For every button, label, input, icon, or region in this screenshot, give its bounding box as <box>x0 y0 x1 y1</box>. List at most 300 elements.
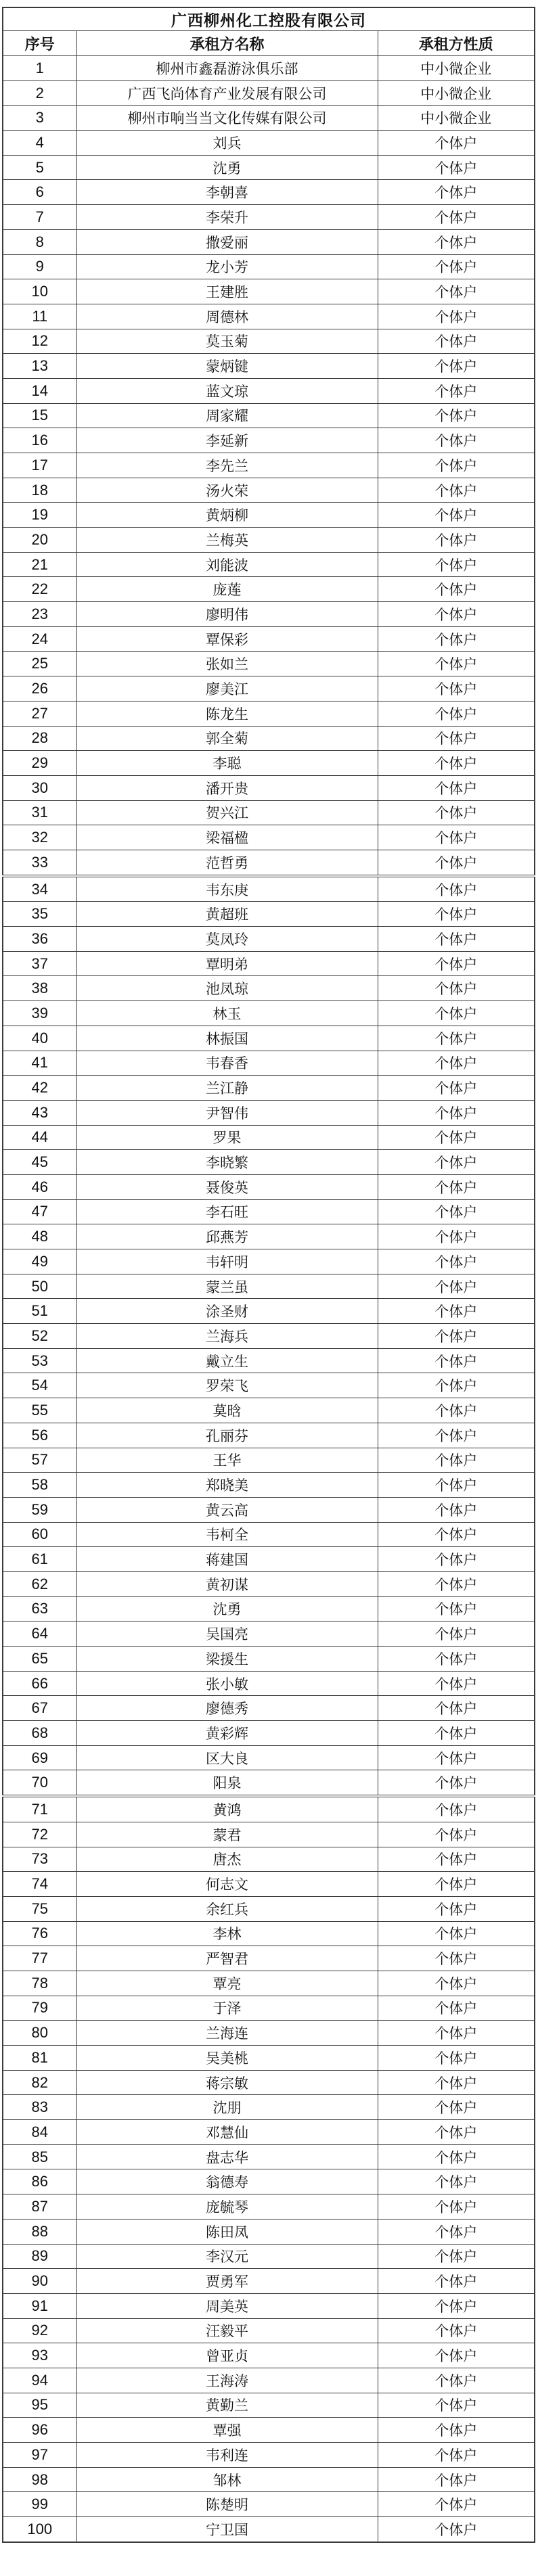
table-row <box>3 2517 535 2542</box>
cell-lessee-nature: 个体户 <box>378 1921 535 1946</box>
cell-serial: 61 <box>3 1547 76 1572</box>
table-row <box>3 1324 535 1349</box>
table-row <box>3 56 535 81</box>
cell-lessee-nature: 个体户 <box>378 1100 535 1125</box>
cell-lessee-name: 蒙君 <box>76 1822 378 1847</box>
cell-serial: 93 <box>3 2343 76 2368</box>
cell-lessee-name: 覃亮 <box>76 1971 378 1996</box>
cell-lessee-name: 覃保彩 <box>76 626 378 651</box>
cell-serial: 9 <box>3 254 76 279</box>
table-row <box>3 1721 535 1746</box>
cell-serial: 80 <box>3 2021 76 2046</box>
table-row <box>3 528 535 553</box>
table-row <box>3 428 535 453</box>
cell-lessee-nature: 个体户 <box>378 2443 535 2468</box>
cell-serial: 72 <box>3 1822 76 1847</box>
cell-lessee-nature: 个体户 <box>378 2269 535 2294</box>
cell-serial: 89 <box>3 2244 76 2269</box>
cell-lessee-nature: 个体户 <box>378 1348 535 1373</box>
cell-lessee-name: 黄鸿 <box>76 1796 378 1822</box>
cell-serial: 70 <box>3 1770 76 1796</box>
lessee-table <box>2 7 535 2543</box>
table-row <box>3 2169 535 2194</box>
table-row <box>3 552 535 577</box>
cell-serial: 18 <box>3 478 76 503</box>
table-row <box>3 1745 535 1770</box>
cell-lessee-nature: 个体户 <box>378 850 535 876</box>
table-row <box>3 1971 535 1996</box>
cell-lessee-nature: 个体户 <box>378 651 535 676</box>
cell-lessee-name: 蒙炳键 <box>76 354 378 379</box>
table-row <box>3 825 535 850</box>
cell-lessee-name: 林振国 <box>76 1026 378 1051</box>
table-row <box>3 503 535 528</box>
cell-lessee-nature: 个体户 <box>378 1324 535 1349</box>
cell-serial: 67 <box>3 1696 76 1721</box>
cell-lessee-nature: 个体户 <box>378 2046 535 2071</box>
cell-lessee-nature: 个体户 <box>378 1996 535 2021</box>
table-row <box>3 751 535 776</box>
cell-lessee-name: 梁福楹 <box>76 825 378 850</box>
cell-lessee-nature: 个体户 <box>378 825 535 850</box>
cell-lessee-name: 聂俊英 <box>76 1174 378 1199</box>
table-row <box>3 1622 535 1647</box>
cell-lessee-name: 廖美江 <box>76 676 378 702</box>
table-row <box>3 2393 535 2418</box>
cell-lessee-nature: 个体户 <box>378 2169 535 2194</box>
cell-lessee-nature: 个体户 <box>378 2467 535 2492</box>
cell-lessee-name: 李石旺 <box>76 1199 378 1224</box>
cell-lessee-name: 蒋建国 <box>76 1547 378 1572</box>
table-row <box>3 1398 535 1423</box>
cell-lessee-name: 韦春香 <box>76 1051 378 1076</box>
cell-lessee-name: 韦轩明 <box>76 1249 378 1274</box>
cell-serial: 82 <box>3 2070 76 2095</box>
cell-lessee-nature: 个体户 <box>378 1522 535 1547</box>
cell-serial: 17 <box>3 453 76 478</box>
table-row <box>3 1174 535 1199</box>
cell-lessee-name: 韦柯全 <box>76 1522 378 1547</box>
cell-lessee-nature: 个体户 <box>378 1622 535 1647</box>
cell-serial: 10 <box>3 279 76 304</box>
cell-serial: 85 <box>3 2144 76 2169</box>
cell-serial: 51 <box>3 1299 76 1324</box>
cell-serial: 65 <box>3 1647 76 1672</box>
cell-lessee-name: 莫凤玲 <box>76 927 378 952</box>
table-row <box>3 2244 535 2269</box>
table-row <box>3 1076 535 1101</box>
cell-serial: 95 <box>3 2393 76 2418</box>
cell-lessee-nature: 中小微企业 <box>378 80 535 106</box>
table-row <box>3 1822 535 1847</box>
table-row <box>3 1373 535 1398</box>
cell-serial: 11 <box>3 304 76 329</box>
table-row <box>3 626 535 651</box>
cell-lessee-name: 王华 <box>76 1448 378 1473</box>
cell-serial: 12 <box>3 329 76 354</box>
cell-serial: 77 <box>3 1946 76 1971</box>
cell-serial: 74 <box>3 1872 76 1897</box>
cell-lessee-nature: 个体户 <box>378 1796 535 1822</box>
cell-lessee-nature: 个体户 <box>378 726 535 751</box>
cell-lessee-nature: 中小微企业 <box>378 56 535 81</box>
cell-lessee-name: 王海涛 <box>76 2368 378 2393</box>
table-row <box>3 279 535 304</box>
table-row <box>3 1770 535 1796</box>
cell-serial: 58 <box>3 1473 76 1498</box>
cell-serial: 32 <box>3 825 76 850</box>
table-row <box>3 80 535 106</box>
cell-serial: 86 <box>3 2169 76 2194</box>
cell-serial: 76 <box>3 1921 76 1946</box>
cell-serial: 59 <box>3 1497 76 1522</box>
cell-lessee-nature: 个体户 <box>378 1398 535 1423</box>
cell-lessee-name: 李聪 <box>76 751 378 776</box>
table-row <box>3 1125 535 1150</box>
cell-lessee-name: 蒋宗敏 <box>76 2070 378 2095</box>
table-row <box>3 1547 535 1572</box>
cell-lessee-nature: 个体户 <box>378 180 535 205</box>
cell-serial: 14 <box>3 378 76 403</box>
cell-lessee-name: 陈龙生 <box>76 701 378 726</box>
cell-lessee-name: 张小敏 <box>76 1671 378 1696</box>
cell-lessee-nature: 个体户 <box>378 701 535 726</box>
cell-lessee-name: 兰海兵 <box>76 1324 378 1349</box>
cell-serial: 87 <box>3 2194 76 2220</box>
table-row <box>3 1497 535 1522</box>
cell-lessee-nature: 个体户 <box>378 1199 535 1224</box>
cell-serial: 33 <box>3 850 76 876</box>
cell-serial: 45 <box>3 1150 76 1175</box>
cell-serial: 63 <box>3 1596 76 1622</box>
cell-lessee-name: 罗果 <box>76 1125 378 1150</box>
cell-lessee-name: 黄彩辉 <box>76 1721 378 1746</box>
table-row <box>3 1274 535 1299</box>
cell-lessee-name: 黄炳柳 <box>76 503 378 528</box>
table-row <box>3 800 535 825</box>
cell-serial: 57 <box>3 1448 76 1473</box>
cell-lessee-name: 覃强 <box>76 2418 378 2443</box>
table-row <box>3 1696 535 1721</box>
table-body <box>3 56 535 2542</box>
cell-lessee-name: 陈楚明 <box>76 2492 378 2517</box>
cell-serial: 83 <box>3 2095 76 2120</box>
table-row <box>3 951 535 976</box>
cell-lessee-name: 尹智伟 <box>76 1100 378 1125</box>
table-row <box>3 1596 535 1622</box>
table-row <box>3 1896 535 1921</box>
cell-serial: 38 <box>3 976 76 1001</box>
table-row <box>3 651 535 676</box>
table-head <box>3 7 535 56</box>
cell-lessee-nature: 个体户 <box>378 329 535 354</box>
table-row <box>3 1522 535 1547</box>
cell-lessee-nature: 个体户 <box>378 304 535 329</box>
cell-lessee-name: 李延新 <box>76 428 378 453</box>
table-row <box>3 1026 535 1051</box>
cell-lessee-name: 李先兰 <box>76 453 378 478</box>
cell-serial: 71 <box>3 1796 76 1822</box>
cell-serial: 48 <box>3 1224 76 1249</box>
cell-lessee-name: 郭全菊 <box>76 726 378 751</box>
cell-lessee-nature: 个体户 <box>378 205 535 230</box>
table-row <box>3 2343 535 2368</box>
cell-serial: 53 <box>3 1348 76 1373</box>
cell-serial: 73 <box>3 1847 76 1872</box>
cell-lessee-name: 唐杰 <box>76 1847 378 1872</box>
cell-lessee-name: 宁卫国 <box>76 2517 378 2542</box>
cell-lessee-nature: 个体户 <box>378 1971 535 1996</box>
cell-serial: 28 <box>3 726 76 751</box>
cell-lessee-name: 莫晗 <box>76 1398 378 1423</box>
cell-serial: 7 <box>3 205 76 230</box>
table-row <box>3 478 535 503</box>
table-row <box>3 976 535 1001</box>
cell-lessee-name: 林玉 <box>76 1001 378 1026</box>
cell-lessee-name: 周德林 <box>76 304 378 329</box>
cell-lessee-name: 曾亚贞 <box>76 2343 378 2368</box>
cell-serial: 69 <box>3 1745 76 1770</box>
table-row <box>3 1571 535 1596</box>
table-row <box>3 403 535 428</box>
cell-lessee-name: 沈勇 <box>76 1596 378 1622</box>
cell-serial: 30 <box>3 775 76 800</box>
table-row <box>3 155 535 180</box>
cell-serial: 5 <box>3 155 76 180</box>
cell-lessee-name: 龙小芳 <box>76 254 378 279</box>
cell-lessee-name: 廖明伟 <box>76 602 378 627</box>
cell-lessee-nature: 个体户 <box>378 1051 535 1076</box>
cell-lessee-name: 汪毅平 <box>76 2318 378 2343</box>
cell-serial: 19 <box>3 503 76 528</box>
cell-lessee-name: 池凤琼 <box>76 976 378 1001</box>
table-row <box>3 2269 535 2294</box>
cell-serial: 79 <box>3 1996 76 2021</box>
cell-lessee-nature: 个体户 <box>378 1721 535 1746</box>
cell-lessee-name: 郑晓美 <box>76 1473 378 1498</box>
cell-lessee-nature: 个体户 <box>378 2393 535 2418</box>
table-row <box>3 1996 535 2021</box>
table-row <box>3 1448 535 1473</box>
cell-serial: 84 <box>3 2120 76 2145</box>
cell-lessee-name: 庞莲 <box>76 577 378 602</box>
table-row <box>3 131 535 156</box>
cell-lessee-name: 李晓繁 <box>76 1150 378 1175</box>
cell-serial: 94 <box>3 2368 76 2393</box>
table-row <box>3 1249 535 1274</box>
cell-lessee-name: 罗荣飞 <box>76 1373 378 1398</box>
cell-serial: 25 <box>3 651 76 676</box>
cell-lessee-name: 区大良 <box>76 1745 378 1770</box>
cell-lessee-nature: 个体户 <box>378 1174 535 1199</box>
cell-lessee-nature: 个体户 <box>378 1596 535 1622</box>
cell-serial: 81 <box>3 2046 76 2071</box>
table-row <box>3 1872 535 1897</box>
table-row <box>3 1796 535 1822</box>
cell-lessee-nature: 个体户 <box>378 1473 535 1498</box>
table-title: 广西柳州化工控股有限公司 <box>3 7 535 31</box>
cell-serial: 8 <box>3 229 76 254</box>
cell-lessee-nature: 个体户 <box>378 1647 535 1672</box>
table-row <box>3 876 535 902</box>
cell-lessee-name: 于泽 <box>76 1996 378 2021</box>
cell-serial: 91 <box>3 2293 76 2318</box>
cell-serial: 41 <box>3 1051 76 1076</box>
table-row <box>3 1051 535 1076</box>
cell-lessee-nature: 个体户 <box>378 1745 535 1770</box>
cell-lessee-name: 覃明弟 <box>76 951 378 976</box>
cell-lessee-nature: 个体户 <box>378 1076 535 1101</box>
cell-serial: 78 <box>3 1971 76 1996</box>
cell-lessee-name: 韦利连 <box>76 2443 378 2468</box>
cell-lessee-nature: 个体户 <box>378 131 535 156</box>
cell-lessee-nature: 个体户 <box>378 1423 535 1448</box>
cell-serial: 37 <box>3 951 76 976</box>
cell-lessee-name: 涂圣财 <box>76 1299 378 1324</box>
cell-serial: 3 <box>3 106 76 131</box>
table-row <box>3 180 535 205</box>
cell-lessee-nature: 个体户 <box>378 2343 535 2368</box>
cell-lessee-nature: 个体户 <box>378 1770 535 1796</box>
cell-serial: 56 <box>3 1423 76 1448</box>
table-row <box>3 2467 535 2492</box>
cell-lessee-nature: 个体户 <box>378 1224 535 1249</box>
table-row <box>3 726 535 751</box>
cell-serial: 54 <box>3 1373 76 1398</box>
table-row <box>3 1224 535 1249</box>
cell-lessee-nature: 个体户 <box>378 354 535 379</box>
cell-lessee-name: 翁德寿 <box>76 2169 378 2194</box>
cell-lessee-name: 吴美桃 <box>76 2046 378 2071</box>
cell-lessee-nature: 个体户 <box>378 254 535 279</box>
cell-lessee-nature: 个体户 <box>378 751 535 776</box>
cell-lessee-name: 贾勇军 <box>76 2269 378 2294</box>
cell-lessee-nature: 个体户 <box>378 1249 535 1274</box>
cell-lessee-nature: 个体户 <box>378 1026 535 1051</box>
cell-serial: 68 <box>3 1721 76 1746</box>
cell-lessee-name: 柳州市鑫磊游泳俱乐部 <box>76 56 378 81</box>
cell-serial: 44 <box>3 1125 76 1150</box>
cell-serial: 36 <box>3 927 76 952</box>
cell-lessee-name: 贺兴江 <box>76 800 378 825</box>
table-row <box>3 2293 535 2318</box>
cell-lessee-name: 汤火荣 <box>76 478 378 503</box>
cell-lessee-nature: 个体户 <box>378 2293 535 2318</box>
table-row <box>3 329 535 354</box>
table-row <box>3 1150 535 1175</box>
table-row <box>3 1946 535 1971</box>
cell-lessee-nature: 个体户 <box>378 1571 535 1596</box>
cell-lessee-name: 刘能波 <box>76 552 378 577</box>
column-header-serial: 序号 <box>3 31 76 56</box>
table-row <box>3 1847 535 1872</box>
table-row <box>3 2318 535 2343</box>
cell-serial: 96 <box>3 2418 76 2443</box>
cell-lessee-nature: 个体户 <box>378 2120 535 2145</box>
table-row <box>3 205 535 230</box>
table-row <box>3 676 535 702</box>
table-row <box>3 1921 535 1946</box>
cell-serial: 27 <box>3 701 76 726</box>
cell-lessee-nature: 个体户 <box>378 1274 535 1299</box>
cell-lessee-name: 何志文 <box>76 1872 378 1897</box>
table-row <box>3 254 535 279</box>
cell-lessee-name: 李林 <box>76 1921 378 1946</box>
cell-lessee-nature: 个体户 <box>378 1373 535 1398</box>
cell-lessee-nature: 个体户 <box>378 2095 535 2120</box>
cell-lessee-name: 戴立生 <box>76 1348 378 1373</box>
cell-lessee-nature: 个体户 <box>378 1872 535 1897</box>
cell-serial: 47 <box>3 1199 76 1224</box>
cell-serial: 43 <box>3 1100 76 1125</box>
cell-serial: 2 <box>3 80 76 106</box>
cell-lessee-nature: 个体户 <box>378 552 535 577</box>
cell-serial: 23 <box>3 602 76 627</box>
table-row <box>3 2120 535 2145</box>
cell-lessee-name: 潘开贵 <box>76 775 378 800</box>
cell-lessee-nature: 个体户 <box>378 155 535 180</box>
cell-lessee-nature: 个体户 <box>378 1497 535 1522</box>
table-row <box>3 354 535 379</box>
cell-serial: 29 <box>3 751 76 776</box>
cell-lessee-nature: 个体户 <box>378 2418 535 2443</box>
cell-serial: 62 <box>3 1571 76 1596</box>
cell-serial: 24 <box>3 626 76 651</box>
cell-lessee-nature: 个体户 <box>378 800 535 825</box>
cell-serial: 100 <box>3 2517 76 2542</box>
cell-lessee-nature: 个体户 <box>378 2517 535 2542</box>
column-header-lessee-nature: 承租方性质 <box>378 31 535 56</box>
cell-lessee-nature: 个体户 <box>378 626 535 651</box>
cell-lessee-nature: 个体户 <box>378 1671 535 1696</box>
cell-lessee-nature: 个体户 <box>378 2144 535 2169</box>
table-row <box>3 1671 535 1696</box>
cell-lessee-name: 邓慧仙 <box>76 2120 378 2145</box>
cell-lessee-name: 撒爱丽 <box>76 229 378 254</box>
cell-lessee-name: 广西飞尚体育产业发展有限公司 <box>76 80 378 106</box>
cell-lessee-nature: 个体户 <box>378 229 535 254</box>
table-row <box>3 2492 535 2517</box>
cell-lessee-nature: 个体户 <box>378 1547 535 1572</box>
cell-lessee-name: 兰梅英 <box>76 528 378 553</box>
cell-serial: 50 <box>3 1274 76 1299</box>
cell-lessee-name: 李汉元 <box>76 2244 378 2269</box>
table-row <box>3 2095 535 2120</box>
cell-serial: 90 <box>3 2269 76 2294</box>
cell-lessee-nature: 个体户 <box>378 775 535 800</box>
table-row <box>3 927 535 952</box>
cell-lessee-name: 黄勤兰 <box>76 2393 378 2418</box>
cell-serial: 16 <box>3 428 76 453</box>
cell-serial: 21 <box>3 552 76 577</box>
cell-lessee-nature: 个体户 <box>378 2318 535 2343</box>
cell-serial: 64 <box>3 1622 76 1647</box>
table-row <box>3 2219 535 2244</box>
cell-lessee-name: 韦东庚 <box>76 876 378 902</box>
cell-lessee-name: 庞毓琴 <box>76 2194 378 2220</box>
cell-serial: 35 <box>3 902 76 927</box>
table-row <box>3 701 535 726</box>
cell-lessee-nature: 个体户 <box>378 453 535 478</box>
table-row <box>3 902 535 927</box>
header-row <box>3 31 535 56</box>
cell-lessee-nature: 个体户 <box>378 2492 535 2517</box>
cell-lessee-nature: 个体户 <box>378 503 535 528</box>
cell-serial: 15 <box>3 403 76 428</box>
cell-lessee-nature: 个体户 <box>378 2368 535 2393</box>
cell-lessee-name: 邱燕芳 <box>76 1224 378 1249</box>
cell-serial: 46 <box>3 1174 76 1199</box>
